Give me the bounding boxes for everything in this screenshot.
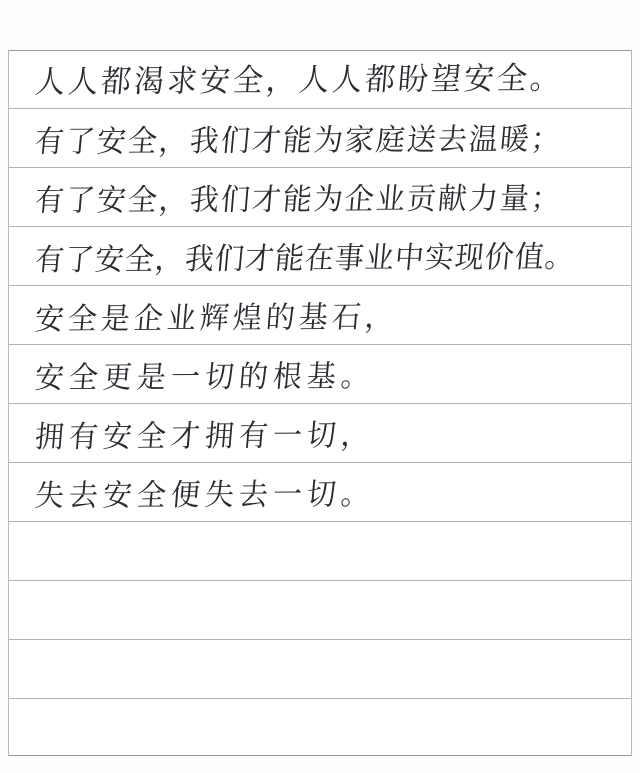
rule-line xyxy=(9,755,631,756)
rule-line xyxy=(9,167,631,168)
rule-line xyxy=(9,50,631,51)
handwritten-line xyxy=(9,713,631,747)
rule-line xyxy=(9,698,631,699)
ruled-paper-sheet xyxy=(8,50,632,756)
handwritten-line xyxy=(8,357,633,394)
handwritten-line-text: 拥有安全才拥有一切， xyxy=(33,416,377,455)
handwritten-line xyxy=(9,595,631,629)
handwritten-line-text: 有了安全，我们才能为家庭送去温暖； xyxy=(33,121,564,160)
rule-line xyxy=(9,108,631,109)
handwritten-line xyxy=(9,536,631,570)
rule-line xyxy=(9,285,631,286)
handwritten-line xyxy=(8,298,633,336)
handwritten-line xyxy=(8,475,633,512)
handwritten-line xyxy=(7,239,632,277)
handwritten-line xyxy=(8,416,633,454)
handwritten-line-text: 安全是企业辉煌的基石， xyxy=(33,298,400,337)
rule-line xyxy=(9,403,631,404)
rule-line xyxy=(9,639,631,640)
handwritten-line-text: 失去安全便失去一切。 xyxy=(33,476,377,514)
handwritten-line xyxy=(9,654,631,688)
handwritten-line xyxy=(7,121,632,158)
rule-line xyxy=(9,580,631,581)
rule-line xyxy=(9,521,631,522)
handwritten-line-text: 有了安全，我们才能为企业贡献力量； xyxy=(33,180,564,218)
handwritten-line xyxy=(8,62,633,101)
rule-line xyxy=(9,344,631,345)
rule-line xyxy=(9,226,631,227)
handwritten-line-text: 有了安全，我们才能在事业中实现价值。 xyxy=(33,238,577,278)
handwritten-line-text: 安全更是一切的根基。 xyxy=(33,358,377,396)
handwritten-line-text: 人人都渴求安全，人人都盼望安全。 xyxy=(33,60,565,101)
rule-line xyxy=(9,462,631,463)
handwritten-line xyxy=(8,181,633,218)
